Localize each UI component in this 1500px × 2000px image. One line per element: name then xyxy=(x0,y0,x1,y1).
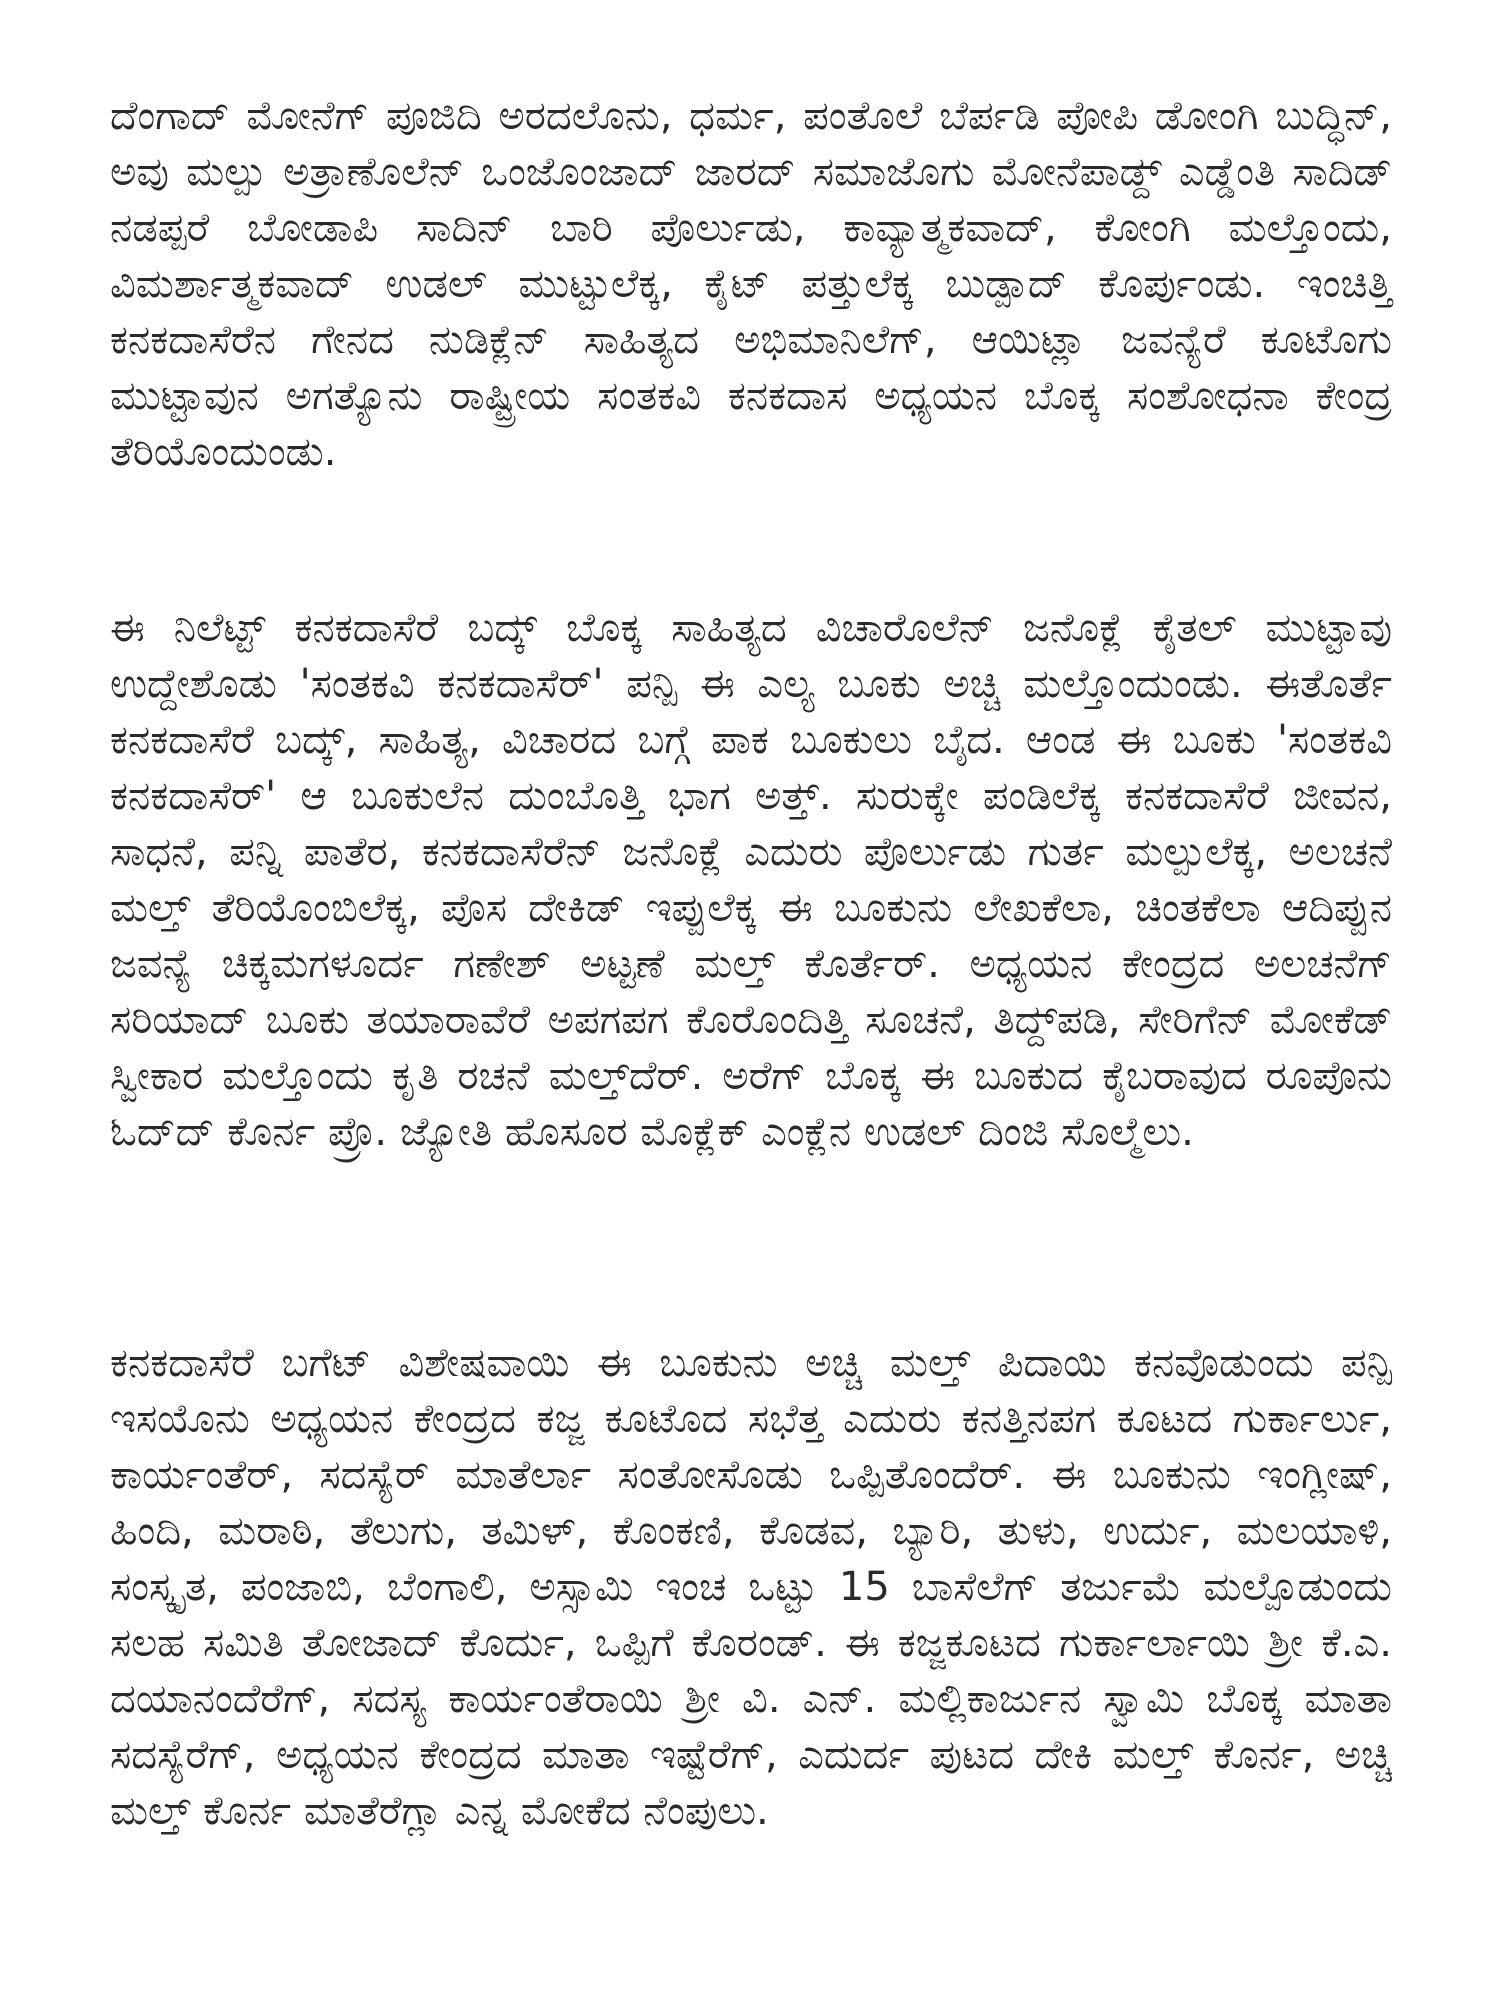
paragraph: ದೆಂಗಾದ್ ಮೋನೆಗ್ ಪೂಜಿದಿ ಅರದಲೊನು, ಧರ್ಮ, ಪಂತೊಲೆ ಬೆರ್ಪಡಿ ಪೋಪಿ ಡೋಂಗಿ ಬುದ್ಧಿನ್, ಅವು ಮಲ್ಪು ಅತ್ರಾಣೊಲೆನ್ ಒಂಜೊಂಜಾದ್ ಜಾರದ್ ಸಮಾಜೊಗು ಮೋನೆಪಾಡ್ದ್ ಎಡ್ಡೆಂತಿ ಸಾದಿಡ್ ನಡಪ್ಪರೆ ಬೋಡಾಪಿ ಸಾದಿನ್ ಬಾರಿ ಪೊರ್ಲುಡು, ಕಾವ್ಯಾತ್ಮಕವಾದ್, ಕೋಂಗಿ ಮಲ್ತೊಂದು, ವಿಮರ್ಶಾತ್ಮಕವಾದ್ ಉಡಲ್ ಮುಟ್ಟುಲೆಕ್ಕ, ಕೈಟ್ ಪತ್ತುಲೆಕ್ಕ ಬುಡ್ಪಾದ್ ಕೊರ್ಪುಂಡು. ಇಂಚಿತ್ತಿ ಕನಕದಾಸೆರೆನ ಗೇನದ ನುಡಿಕ್ಲೆನ್ ಸಾಹಿತ್ಯದ ಅಭಿಮಾನಿಲೆಗ್, ಆಯಿಟ್ಲಾ ಜವನ್ಯೆರೆ ಕೂಟೊಗು ಮುಟ್ಟಾವುನ ಅಗತ್ಯೊನು ರಾಷ್ಟ್ರೀಯ ಸಂತಕವಿ ಕನಕದಾಸ ಅಧ್ಯಯನ ಬೊಕ್ಕ ಸಂಶೋಧನಾ ಕೇಂದ್ರ ತೆರಿಯೊಂದುಂಡು. xyxy=(110,93,1392,475)
paragraph: ಕನಕದಾಸೆರೆ ಬಗೆಟ್ ವಿಶೇಷವಾಯಿ ಈ ಬೂಕುನು ಅಚ್ಚಿ ಮಲ್ತ್ ಪಿದಾಯಿ ಕನವೊಡುಂದು ಪನ್ಪಿ ಇಸಯೊನು ಅಧ್ಯಯನ ಕೇಂದ್ರದ ಕಜ್ಜ ಕೂಟೊದ ಸಭೆತ್ತ ಎದುರು ಕನತ್ತಿನಪಗ ಕೂಟದ ಗುರ್ಕಾರ್ಲು, ಕಾರ್ಯಂತೆರ್, ಸದಸ್ಯೆರ್ ಮಾತೆರ್ಲಾ ಸಂತೋಸೊಡು ಒಪ್ಪಿತೊಂದೆರ್. ಈ ಬೂಕುನು ಇಂಗ್ಲೀಷ್, ಹಿಂದಿ, ಮರಾಠಿ, ತೆಲುಗು, ತಮಿಳ್, ಕೊಂಕಣಿ, ಕೊಡವ, ಬ್ಯಾರಿ, ತುಳು, ಉರ್ದು, ಮಲಯಾಳಿ, ಸಂಸ್ಕೃತ, ಪಂಜಾಬಿ, ಬೆಂಗಾಲಿ, ಅಸ್ಸಾಮಿ ಇಂಚ ಒಟ್ಟು 15 ಬಾಸೆಲೆಗ್ ತರ್ಜುಮೆ ಮಲ್ಪೊಡುಂದು ಸಲಹ ಸಮಿತಿ ತೋಜಾದ್ ಕೊರ್ದು, ಒಪ್ಪಿಗೆ ಕೊರಂಡ್. ಈ ಕಜ್ಜಕೂಟದ ಗುರ್ಕಾರ್ಲಾಯಿ ಶ್ರೀ ಕೆ.ಎ. ದಯಾನಂದೆರೆಗ್, ಸದಸ್ಯ ಕಾರ್ಯಂತೆರಾಯಿ ಶ್ರೀ ವಿ. ಎನ್. ಮಲ್ಲಿಕಾರ್ಜುನ ಸ್ವಾಮಿ ಬೊಕ್ಕ ಮಾತಾ ಸದಸ್ಯೆರೆಗ್, ಅಧ್ಯಯನ ಕೇಂದ್ರದ ಮಾತಾ ಇಷ್ಟೆರೆಗ್, ಎದುರ್ದ ಪುಟದ ದೇಕಿ ಮಲ್ತ್ ಕೊರ್ನ, ಅಚ್ಚಿ ಮಲ್ತ್ ಕೊರ್ನ ಮಾತೆರೆಗ್ಲಾ ಎನ್ನ ಮೋಕೆದ ನೆಂಪುಲು. xyxy=(110,1340,1392,1834)
paragraph: ಈ ನಿಲೆಟ್ಟ್ ಕನಕದಾಸೆರೆ ಬದ್ಕ್ ಬೊಕ್ಕ ಸಾಹಿತ್ಯದ ವಿಚಾರೊಲೆನ್ ಜನೊಕ್ಲೆ ಕೈತಲ್ ಮುಟ್ಟಾವು ಉದ್ದೇಶೊಡು 'ಸಂತಕವಿ ಕನಕದಾಸೆರ್' ಪನ್ಪಿ ಈ ಎಲ್ಯ ಬೂಕು ಅಚ್ಚಿ ಮಲ್ತೊಂದುಂಡು. ಈತೊರ್ತೆ ಕನಕದಾಸೆರೆ ಬದ್ಕ್, ಸಾಹಿತ್ಯ, ವಿಚಾರದ ಬಗ್ಗೆ ಪಾಕ ಬೂಕುಲು ಬೈದ. ಆಂಡ ಈ ಬೂಕು 'ಸಂತಕವಿ ಕನಕದಾಸೆರ್' ಆ ಬೂಕುಲೆನ ದುಂಬೊತ್ತಿ ಭಾಗ ಅತ್ತ್. ಸುರುಕ್ಕೇ ಪಂಡಿಲೆಕ್ಕ ಕನಕದಾಸೆರೆ ಜೀವನ, ಸಾಧನೆ, ಪನ್ನಿ ಪಾತೆರ, ಕನಕದಾಸೆರೆನ್ ಜನೊಕ್ಲೆ ಎದುರು ಪೊರ್ಲುಡು ಗುರ್ತ ಮಲ್ಪುಲೆಕ್ಕ, ಅಲಚನೆ ಮಲ್ತ್ ತೆರಿಯೊಂಬಿಲೆಕ್ಕ, ಪೊಸ ದೇಕಿಡ್ ಇಪ್ಪುಲೆಕ್ಕ ಈ ಬೂಕುನು ಲೇಖಕೆಲಾ, ಚಿಂತಕೆಲಾ ಆದಿಪ್ಪುನ ಜವನ್ಯೆ ಚಿಕ್ಕಮಗಳೂರ್ದ ಗಣೇಶ್ ಅಟ್ಟಣೆ ಮಲ್ತ್ ಕೊರ್ತೆರ್. ಅಧ್ಯಯನ ಕೇಂದ್ರದ ಅಲಚನೆಗ್ ಸರಿಯಾದ್ ಬೂಕು ತಯಾರಾವೆರೆ ಅಪಗಪಗ ಕೊರೊಂದಿತ್ತಿ ಸೂಚನೆ, ತಿದ್ದ್‌ಪಡಿ, ಸೇರಿಗೆನ್ ಮೋಕೆಡ್ ಸ್ವೀಕಾರ ಮಲ್ತೊಂದು ಕೃತಿ ರಚನೆ ಮಲ್ತ್‌ದೆರ್. ಅರೆಗ್ ಬೊಕ್ಕ ಈ ಬೂಕುದ ಕೈಬರಾವುದ ರೂಪೊನು ಓದ್‌ದ್ ಕೊರ್ನ ಪ್ರೊ. ಜ್ಯೋತಿ ಹೊಸೂರ ಮೊಕ್ಲೆಕ್ ಎಂಕ್ಲೆನ ಉಡಲ್ ದಿಂಜಿ ಸೊಲ್ಮೆಲು. xyxy=(110,605,1392,1155)
